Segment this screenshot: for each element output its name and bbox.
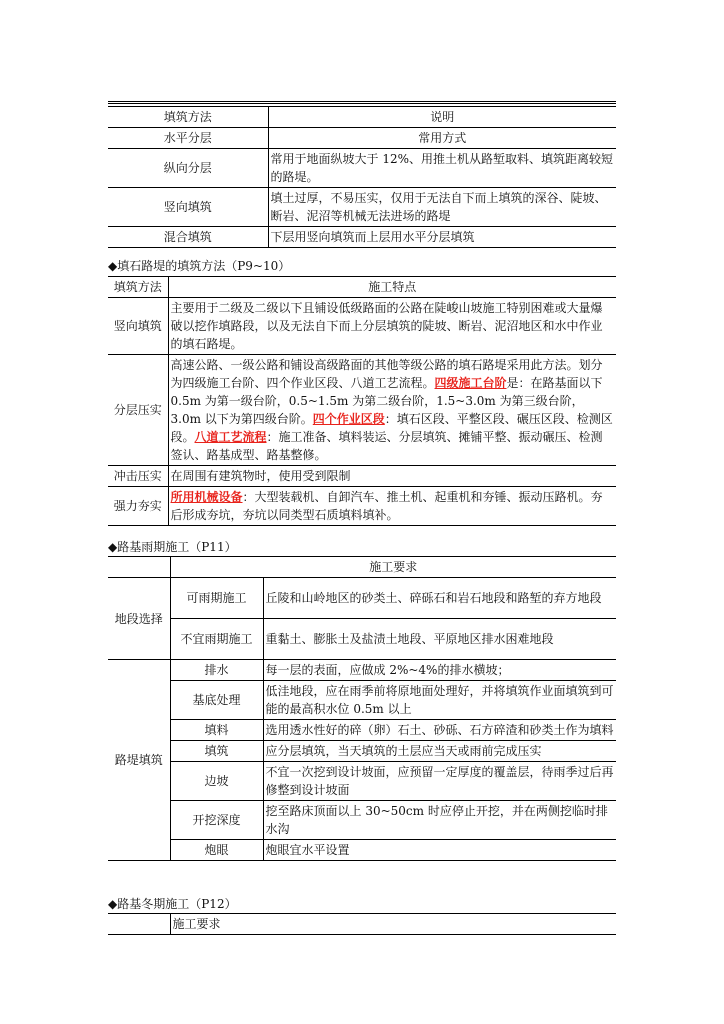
text: 高速公路、一级公路和铺设高级路面的其他等级公路的填石路堤采用此方法。划分为四级施工台阶、四个作业区段、八道工艺流程。: [170, 358, 603, 390]
table-row: [108, 149, 616, 188]
table-row: [108, 720, 616, 741]
header-cell: 施工要求: [170, 914, 616, 935]
header-cell: 填筑方法: [108, 277, 168, 298]
table-row: [108, 840, 616, 861]
cell: 选用透水性好的碎（卵）石土、砂砾、石方碎渣和砂类土作为填料: [263, 720, 616, 741]
table-row: [108, 298, 616, 355]
highlight: 四级施工台阶: [434, 376, 507, 390]
highlight: 八道工艺流程: [194, 430, 267, 444]
cell: [168, 487, 616, 526]
table-row: [108, 762, 616, 801]
cell: [108, 557, 170, 578]
fill-method-table: [108, 106, 616, 248]
cell: 填土过厚，不易压实，仅用于无法自下而上填筑的深谷、陡坡、断岩、泥沼等机械无法进场的路堤: [268, 188, 616, 227]
cell: 纵向分层: [108, 149, 268, 188]
cell: 水平分层: [108, 128, 268, 149]
table-row: [108, 466, 616, 487]
cell: 重黏土、膨胀土及盐渍土地段、平原地区排水困难地段: [263, 619, 616, 660]
cell: 开挖深度: [170, 801, 263, 840]
table-row: [108, 128, 616, 149]
text: 是：在路基面以下 0.5m 为第一级台阶，0.5~1.5m 为第二级台阶，1.5~3.0m 为第三级台阶，3.0m 以下为第四级台阶。: [170, 376, 603, 426]
table-row: [108, 277, 616, 298]
table-row: [108, 660, 616, 681]
cell: 挖至路床顶面以上 30~50cm 时应停止开挖，并在两侧挖临时排水沟: [263, 801, 616, 840]
cell: 主要用于二级及二级以下且铺设低级路面的公路在陡峻山坡施工特别困难或大量爆破以挖作填路段，以及无法自下而上分层填筑的陡坡、断岩、泥沼地区和水中作业的填石路堤。: [168, 298, 616, 355]
table-row: [108, 578, 616, 619]
cell: 冲击压实: [108, 466, 168, 487]
table-row: [108, 914, 616, 935]
cell: 不宜雨期施工: [170, 619, 263, 660]
cell: 强力夯实: [108, 487, 168, 526]
section-heading: ◆路基冬期施工（P12）: [108, 897, 237, 911]
cell: 丘陵和山岭地区的砂类土、碎砾石和岩石地段和路堑的弃方地段: [263, 578, 616, 619]
rock-fill-table: [108, 276, 616, 526]
table-row: [108, 619, 616, 660]
cell: 应分层填筑，当天填筑的土层应当天或雨前完成压实: [263, 741, 616, 762]
cell: 下层用竖向填筑而上层用水平分层填筑: [268, 227, 616, 248]
section-heading: ◆路基雨期施工（P11）: [108, 540, 237, 554]
cell: 常用方式: [268, 128, 616, 149]
cell: 每一层的表面，应做成 2%~4%的排水横坡；: [263, 660, 616, 681]
cell: 低洼地段，应在雨季前将原地面处理好，并将填筑作业面填筑到可能的最高积水位 0.5m 以上: [263, 681, 616, 720]
cell: 分层压实: [108, 355, 168, 466]
cell: [168, 355, 616, 466]
table-row: [108, 801, 616, 840]
cell: 不宜一次挖到设计坡面，应预留一定厚度的覆盖层，待雨季过后再修整到设计坡面: [263, 762, 616, 801]
winter-season-table: [108, 913, 616, 935]
cell: 常用于地面纵坡大于 12%、用推土机从路堑取料、填筑距离较短的路堤。: [268, 149, 616, 188]
cell: 竖向填筑: [108, 188, 268, 227]
cell: 填料: [170, 720, 263, 741]
top-rule: [108, 101, 616, 104]
header-cell: 说明: [268, 107, 616, 128]
table-row: [108, 741, 616, 762]
text: ：大型装载机、自卸汽车、推土机、起重机和夯锤、振动压路机。夯后形成夯坑，夯坑以同类型石质填料填补。: [170, 490, 603, 522]
table-row: [108, 227, 616, 248]
highlight: 四个作业区段: [312, 412, 385, 426]
highlight: 所用机械设备: [170, 490, 243, 504]
header-cell: 施工特点: [168, 277, 616, 298]
table-row: [108, 681, 616, 720]
table-row: [108, 188, 616, 227]
section-heading: ◆填石路堤的填筑方法（P9~10）: [108, 259, 291, 273]
cell: 边坡: [170, 762, 263, 801]
cell: 填筑: [170, 741, 263, 762]
cell: 混合填筑: [108, 227, 268, 248]
table-row: [108, 107, 616, 128]
group-cell: 路堤填筑: [108, 660, 170, 861]
cell: 排水: [170, 660, 263, 681]
cell: [108, 914, 170, 935]
cell: 竖向填筑: [108, 298, 168, 355]
header-cell: 填筑方法: [108, 107, 268, 128]
table-row: [108, 487, 616, 526]
cell: 在周围有建筑物时，使用受到限制: [168, 466, 616, 487]
cell: 可雨期施工: [170, 578, 263, 619]
header-cell: 施工要求: [170, 557, 616, 578]
table-row: [108, 557, 616, 578]
text: ：施工准备、填料装运、分层填筑、摊铺平整、振动碾压、检测签认、路基成型、路基整修。: [170, 430, 603, 462]
cell: 炮眼宜水平设置: [263, 840, 616, 861]
group-cell: 地段选择: [108, 578, 170, 660]
cell: 炮眼: [170, 840, 263, 861]
table-row: [108, 355, 616, 466]
cell: 基底处理: [170, 681, 263, 720]
rainy-season-table: [108, 556, 616, 861]
text: ：填石区段、平整区段、碾压区段、检测区段。: [170, 412, 613, 444]
